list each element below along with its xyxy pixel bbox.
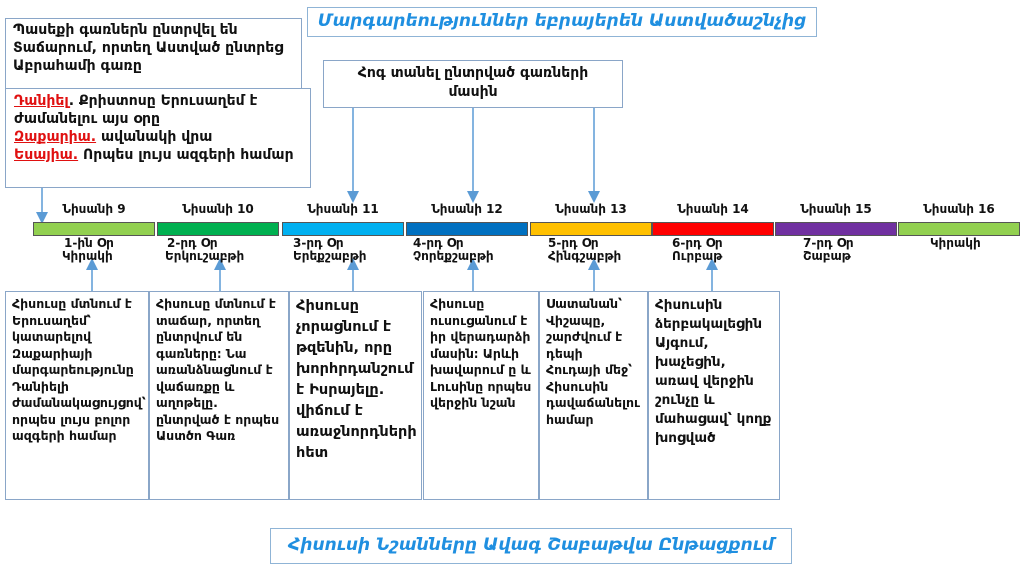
weekday-label: 6-րդ Օր Ուրբաթ [672,236,723,263]
day-label: Նիսանի 11 [307,202,379,216]
weekday-label: 1-ին Օր Կիրակի [62,236,114,263]
prophet-zachariah: Զաքարիա. [14,129,97,145]
prophet-text-3: Որպես լույս ազգերի համար [78,147,294,163]
day-label: Նիսանի 13 [555,202,627,216]
day-bar [33,222,155,236]
day-label: Նիսանի 12 [431,202,503,216]
page-title: Մարգարեություններ եբրայերեն Աստվածաշնչից [307,7,817,37]
footer-title: Հիսուսի Նշանները Ավագ Շաբաթվա Ընթացքում [270,528,792,564]
note-lamb-care: Հոգ տանել ընտրված գառների մասին [323,60,623,108]
day-bar [530,222,652,236]
event-description: Սատանան՝ Վիշապը, շարժվում է դեպի Հուդայի մեջ՝ Հիսուսին դավաճանելու համար [539,291,648,500]
prophet-text-1: . Քրիստոսը Երուսաղեմ է ժամանելու այս օրը [14,93,258,127]
day-label: Նիսանի 14 [677,202,749,216]
weekday-label: 5-րդ Օր Հինգշաբթի [548,236,622,263]
event-description: Հիսուսը մտնում է տաճար, որտեղ ընտրվում են գառները։ Նա առանձնացնում է վաճառքը և աղոթելը. ընտրված է որպես Աստծո Գառ [149,291,289,500]
day-bar [282,222,404,236]
prophet-daniel: Դանիել [14,93,69,109]
day-bar [652,222,774,236]
weekday-label: Կիրակի [930,236,981,250]
day-label: Նիսանի 9 [62,202,126,216]
day-label: Նիսանի 15 [800,202,872,216]
day-label: Նիսանի 10 [182,202,254,216]
weekday-label: 4-րդ Օր Չորեքշաբթի [413,236,494,263]
weekday-label: 2-րդ Օր Երկուշաբթի [165,236,245,263]
day-bar [898,222,1020,236]
event-description: Հիսուսին ձերբակալեցին Այգում, խաչեցին, առավ վերջին շունչը և մահացավ՝ կողք խոցված [648,291,780,500]
note-temple-lambs: Պասեքի գառներն ընտրվել են Տաճարում, որտեղ Աստված ընտրեց Աբրահամի գառը [5,18,302,93]
day-label: Նիսանի 16 [923,202,995,216]
note-prophets [5,88,311,188]
weekday-label: 7-րդ Օր Շաբաթ [803,236,854,263]
prophet-text-2: ավանակի վրա [96,129,213,145]
day-bar [775,222,897,236]
event-description: Հիսուսը չորացնում է թզենին, որը խորհրդանշում է Իսրայելը. վիճում է առաջնորդների հետ [289,291,422,500]
event-description: Հիսուսը ուսուցանում է իր վերադարձի մասին։ Արևի խավարում ը և Լուսինը որպես վերջին նշան [423,291,539,500]
day-bar [157,222,279,236]
prophet-isaiah: Եսայիա. [14,147,79,163]
weekday-label: 3-րդ Օր Երեքշաբթի [293,236,367,263]
event-description: Հիսուսը մտնում է Երուսաղեմ՝ կատարելով Զաքարիայի մարգարեությունը Դանիելի ժամանակացույցով՝ որպես լույս բոլոր ազգերի համար [5,291,149,500]
day-bar [406,222,528,236]
